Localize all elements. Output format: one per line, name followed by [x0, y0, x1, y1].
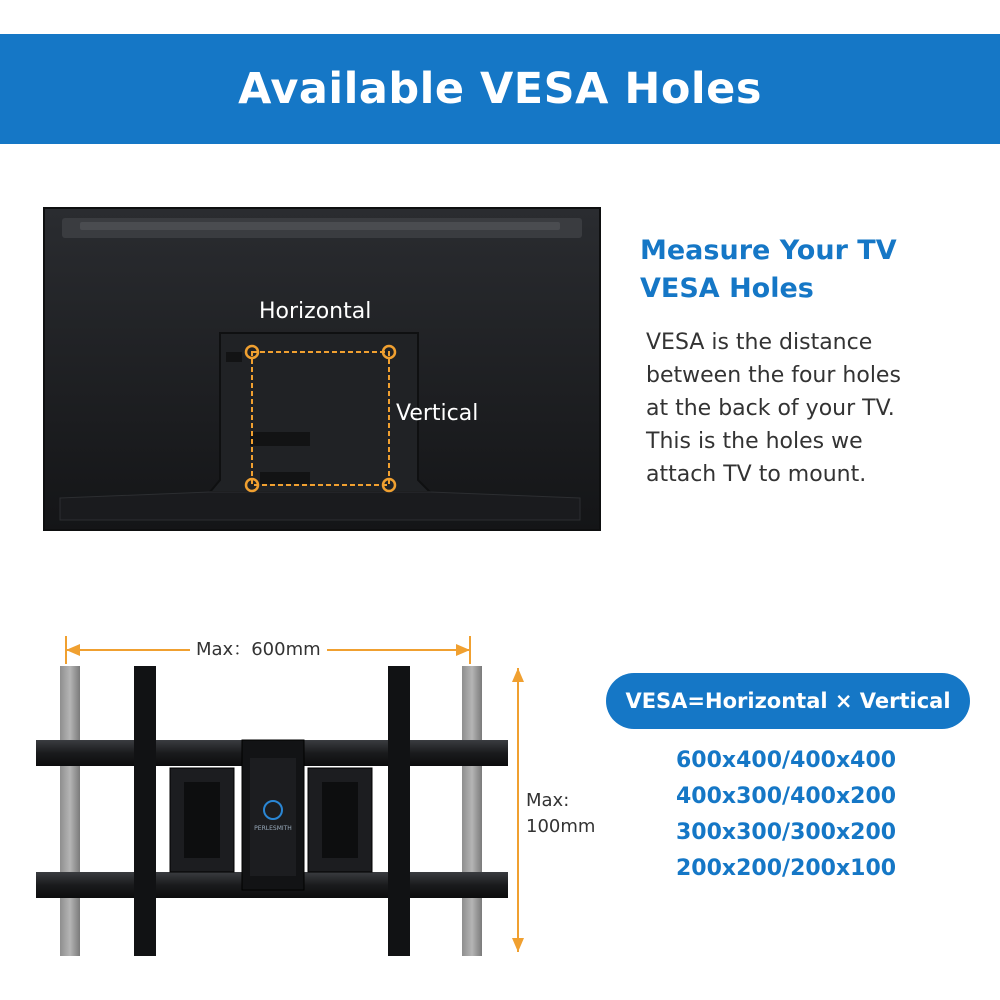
description-line: at the back of your TV.: [646, 396, 895, 421]
vesa-size-list: [676, 743, 896, 887]
vesa-size-item: 200x200/200x100: [676, 856, 897, 881]
description-line: attach TV to mount.: [646, 462, 867, 487]
vesa-size-item: 400x300/400x200: [676, 784, 897, 809]
horizontal-label: Horizontal: [259, 299, 372, 324]
description-line: This is the holes we: [646, 429, 863, 454]
tv-mount-illustration: [36, 666, 508, 956]
vertical-label: Vertical: [396, 401, 479, 426]
height-dimension-arrow: [512, 668, 524, 952]
vesa-size-item: 300x300/300x200: [676, 820, 897, 845]
measure-heading: [640, 232, 970, 308]
max-width-label: Max：600mm: [190, 637, 327, 663]
description-line: VESA is the distance: [646, 330, 873, 355]
measure-heading-line: VESA Holes: [640, 273, 814, 304]
description-line: between the four holes: [646, 363, 901, 388]
brand-logo-text: PERLESMITH: [254, 825, 292, 832]
measure-heading-line: Measure Your TV: [640, 235, 897, 266]
vesa-formula-pill: VESA=Horizontal × Vertical: [606, 673, 970, 729]
vesa-size-item: 600x400/400x400: [676, 748, 897, 773]
max-height-label-line: 100mm: [526, 816, 596, 837]
page-title: Available VESA Holes: [238, 64, 762, 114]
max-height-label-line: Max:: [526, 790, 570, 811]
measure-description: [646, 326, 976, 491]
tv-back-illustration: [44, 208, 600, 530]
max-height-label: [526, 788, 595, 840]
